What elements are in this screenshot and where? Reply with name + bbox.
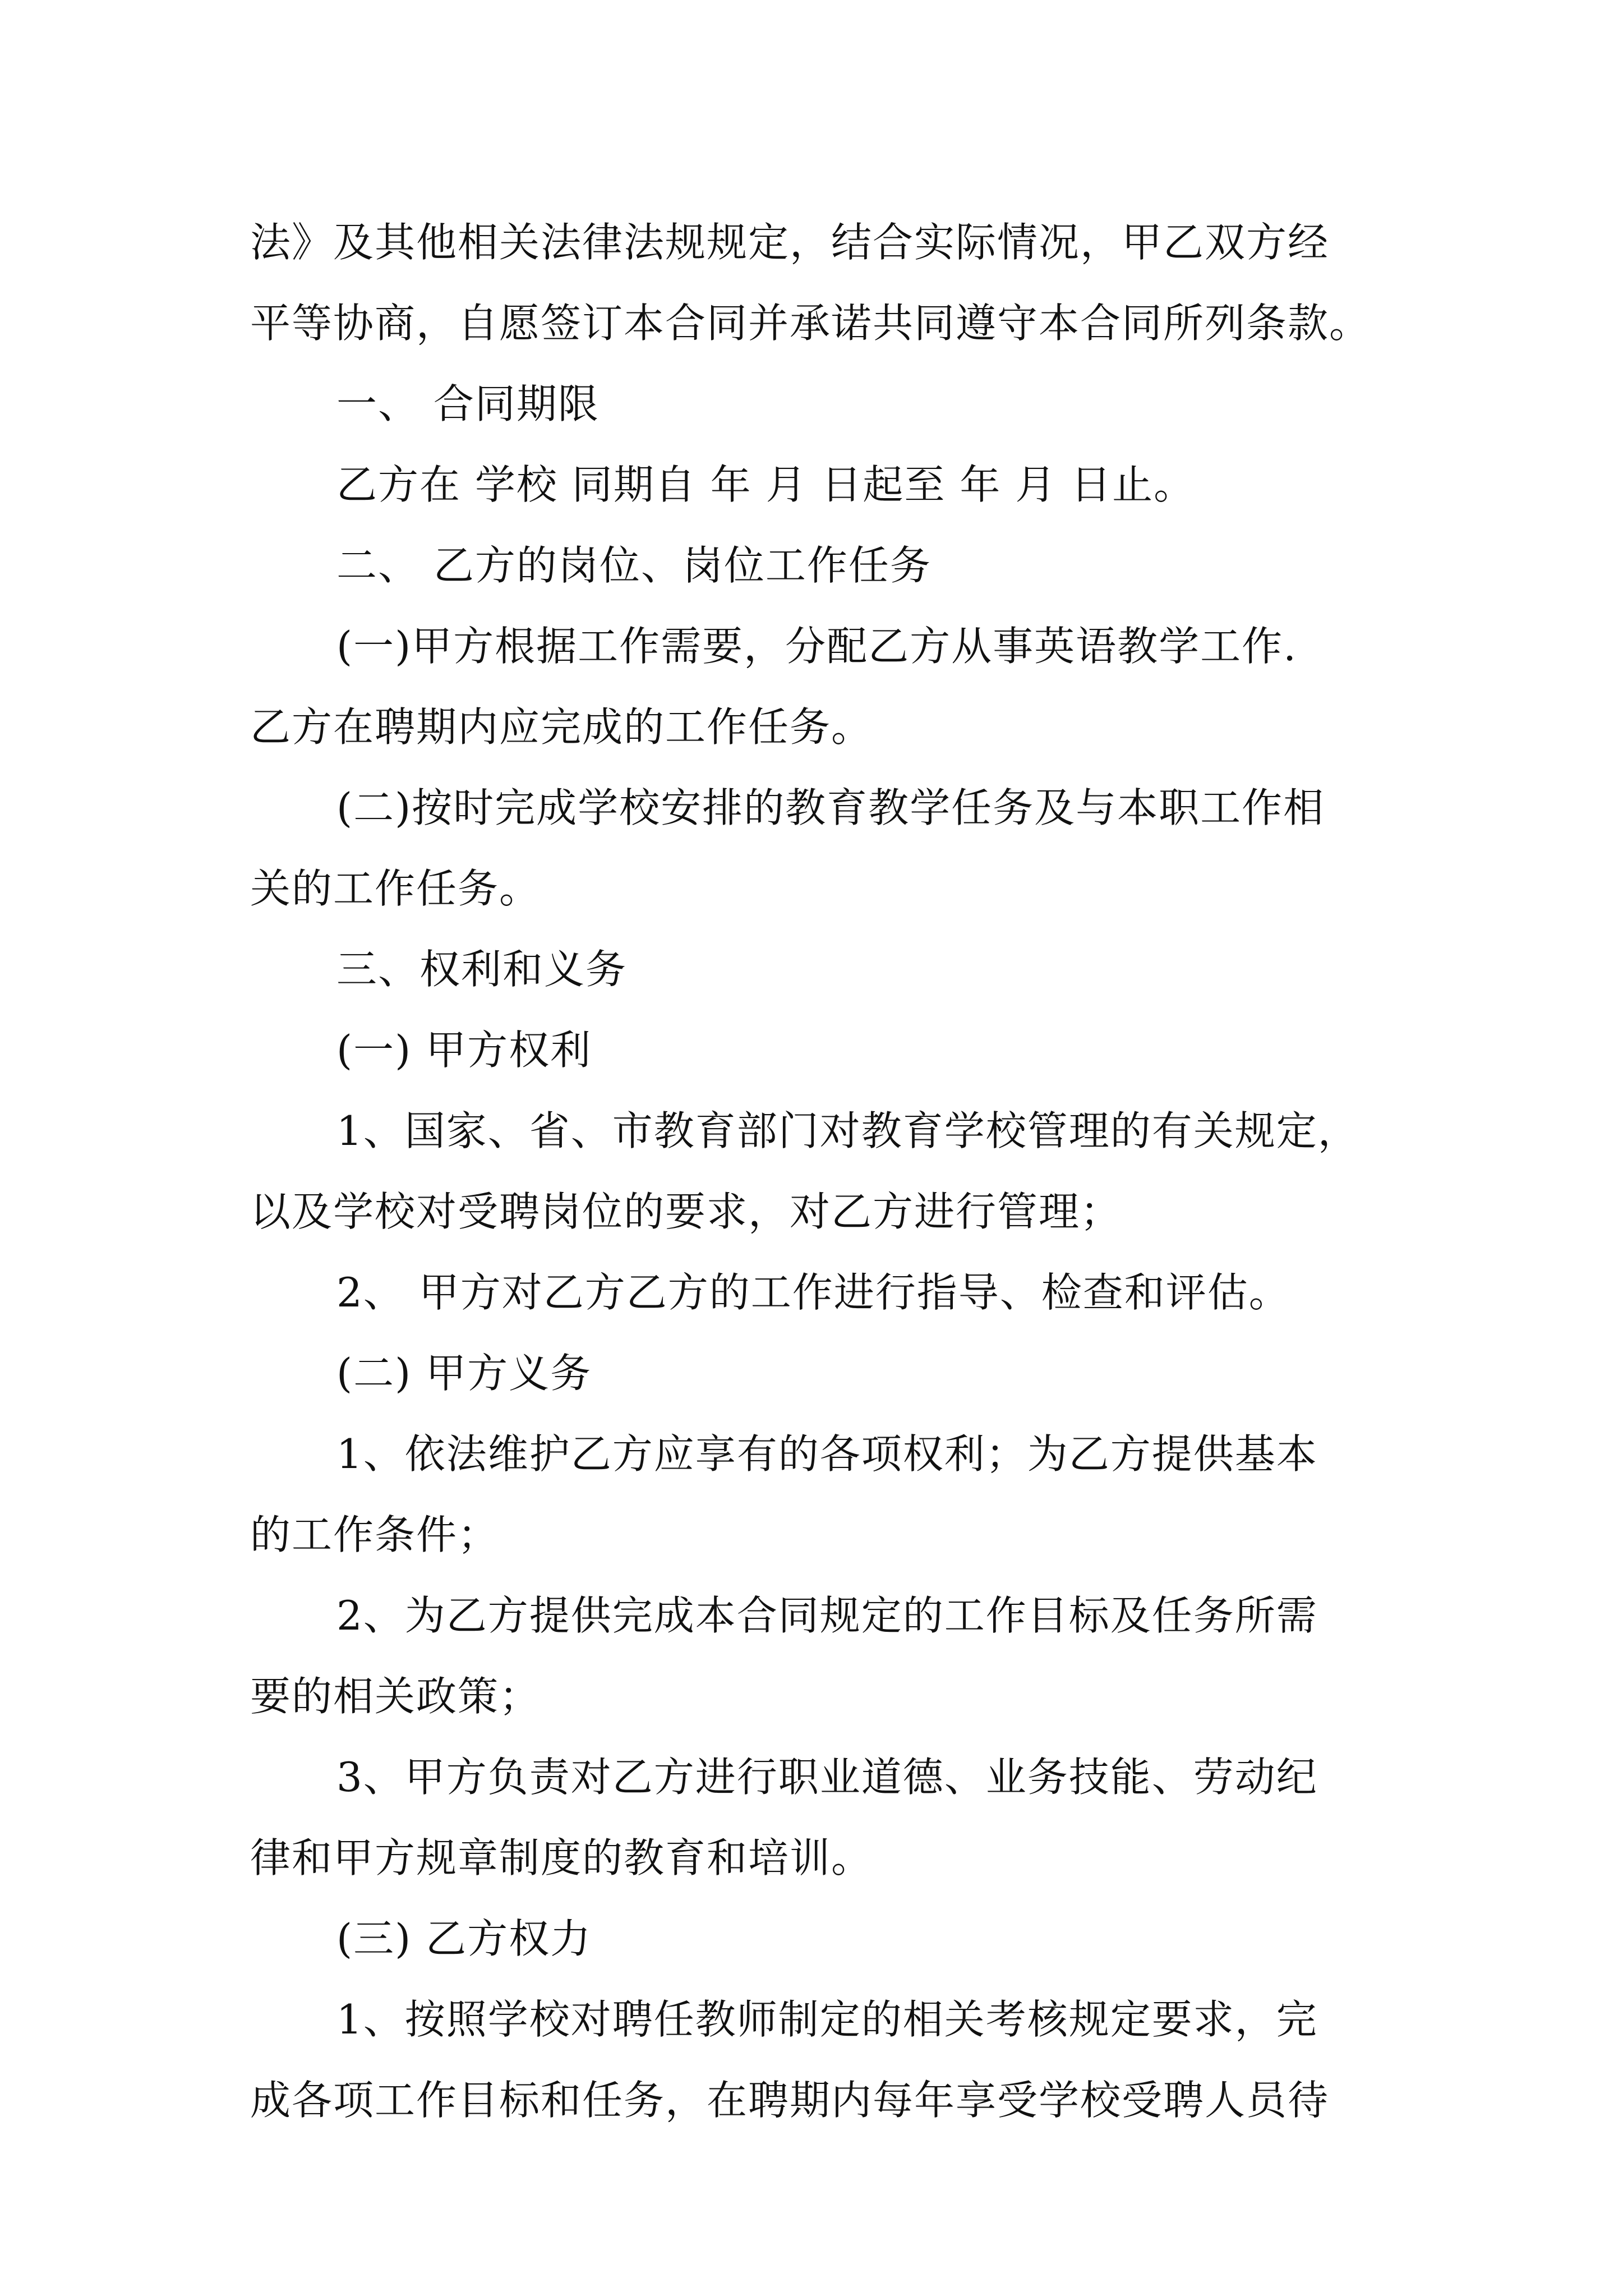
text-line: 法》及其他相关法律法规规定，结合实际情况，甲乙双方经 bbox=[250, 219, 1330, 266]
section-heading: 三、权利和义务 bbox=[336, 946, 628, 993]
subsection-heading: (一) 甲方权利 bbox=[336, 1027, 592, 1074]
text-line: 乙方在 学校 同期自 年 月 日起至 年 月 日止。 bbox=[336, 461, 1196, 508]
text-line: (一)甲方根据工作需要，分配乙方从事英语教学工作. bbox=[336, 623, 1298, 670]
text-line: 1、按照学校对聘任教师制定的相关考核规定要求，完 bbox=[336, 1996, 1318, 2043]
text-line: 要的相关政策； bbox=[250, 1673, 541, 1720]
text-line: 3、甲方负责对乙方进行职业道德、业务技能、劳动纪 bbox=[336, 1754, 1318, 1801]
text-line: 1、国家、省、市教育部门对教育学校管理的有关规定， bbox=[336, 1107, 1359, 1154]
text-line: 成各项工作目标和任务，在聘期内每年享受学校受聘人员待 bbox=[250, 2077, 1330, 2124]
text-line: 2、为乙方提供完成本合同规定的工作目标及任务所需 bbox=[336, 1592, 1318, 1639]
subsection-heading: (二) 甲方义务 bbox=[336, 1350, 592, 1397]
subsection-heading: (三) 乙方权力 bbox=[336, 1915, 592, 1962]
text-line: 以及学校对受聘岗位的要求，对乙方进行管理； bbox=[250, 1188, 1122, 1235]
text-line: (二)按时完成学校安排的教育教学任务及与本职工作相 bbox=[336, 784, 1325, 831]
section-heading: 一、 合同期限 bbox=[336, 380, 600, 427]
section-heading: 二、 乙方的岗位、岗位工作任务 bbox=[336, 542, 932, 589]
text-line: 律和甲方规章制度的教育和培训。 bbox=[250, 1834, 873, 1881]
text-line: 乙方在聘期内应完成的工作任务。 bbox=[250, 703, 873, 751]
text-line: 平等协商，自愿签订本合同并承诺共同遵守本合同所列条款。 bbox=[250, 300, 1371, 347]
text-line: 的工作条件； bbox=[250, 1511, 500, 1558]
text-line: 1、依法维护乙方应享有的各项权利；为乙方提供基本 bbox=[336, 1430, 1318, 1478]
text-line: 2、 甲方对乙方乙方的工作进行指导、检查和评估。 bbox=[336, 1269, 1290, 1316]
text-line: 关的工作任务。 bbox=[250, 865, 541, 912]
